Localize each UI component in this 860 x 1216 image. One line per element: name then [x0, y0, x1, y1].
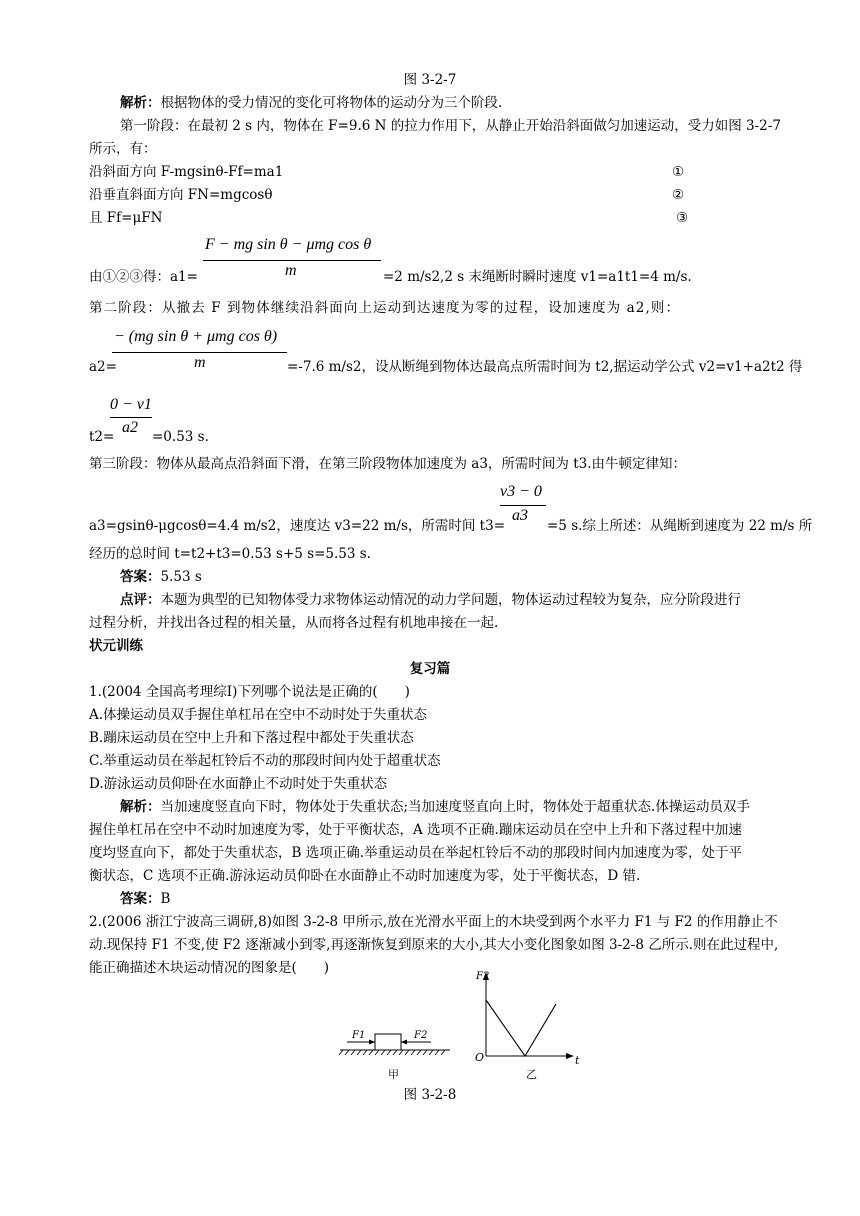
fraction-bar	[112, 352, 287, 353]
paragraph-line: 第二阶段：从撤去 F 到物体继续沿斜面向上运动到达速度为零的过程，设加速度为 a2,则：	[89, 300, 681, 316]
equation-number: ③	[676, 210, 689, 226]
fraction-a1	[203, 236, 383, 286]
result-line: 由①②③得：a1=	[89, 269, 198, 285]
analysis-line	[120, 94, 502, 112]
axis-origin: O	[475, 1051, 485, 1064]
answer-line	[120, 890, 170, 908]
figure-caption: 图 3-2-8	[403, 1087, 457, 1103]
label-f2: F2	[414, 1030, 428, 1041]
label-f1: F1	[352, 1030, 366, 1041]
result-line: a2=	[89, 359, 117, 375]
analysis-label: 解析：	[120, 95, 161, 111]
ground-hatching	[339, 1050, 445, 1055]
fraction-bar	[203, 260, 381, 261]
analysis-line: 度均竖直向下，都处于失重状态，B 选项正确.举重运动员在举起杠铃后不动的那段时间内加速度为零，处于平	[89, 845, 743, 861]
option-b: B.蹦床运动员在空中上升和下落过程中都处于失重状态	[89, 730, 414, 746]
axis-label-f2: F2	[476, 971, 490, 982]
comment-line	[120, 591, 741, 609]
force-f1-arrowhead	[369, 1040, 375, 1045]
result-line: t2=	[89, 429, 115, 445]
equation-number: ①	[672, 164, 685, 180]
result-line: 经历的总时间 t=t2+t3=0.53 s+5 s=5.53 s.	[89, 546, 371, 562]
answer-label: 答案：	[120, 891, 161, 907]
equation-line: 沿斜面方向 F-mgsinθ-Ff=ma1	[89, 164, 284, 180]
section-heading: 状元训练	[89, 638, 143, 654]
analysis-line: 握住单杠吊在空中不动时加速度为零，处于平衡状态，A 选项不正确.蹦床运动员在空中上升和下落过程中加速	[89, 822, 742, 838]
fraction-bar	[110, 417, 152, 418]
figure-caption: 图 3-2-7	[403, 72, 457, 88]
question-line: 动.现保持 F1 不变,使 F2 逐渐减小到零,再逐渐恢复到原来的大小,其大小变化图象如图 3-2-8 乙所示.则在此过程中,	[89, 937, 779, 953]
fraction-numerator: F − mg sin θ − μmg cos θ	[205, 236, 372, 253]
paragraph-line: 所示，有：	[89, 141, 157, 157]
subsection-heading: 复习篇	[409, 661, 451, 677]
x-axis-arrowhead	[566, 1053, 574, 1059]
analysis-line: 衡状态，C 选项不正确.游泳运动员仰卧在水面静止不动时加速度为零，处于平衡状态，D 错.	[89, 868, 641, 884]
force-f2-arrowhead	[401, 1040, 407, 1045]
axis-label-t: t	[575, 1054, 580, 1067]
comment-line: 过程分析，并找出各过程的相关量，从而将各过程有机地串接在一起.	[89, 615, 499, 631]
fraction-numerator: − (mg sin θ + μmg cos θ)	[114, 328, 278, 345]
fraction-numerator: 0 − v1	[110, 396, 152, 413]
fraction-a2	[112, 328, 292, 378]
fraction-bar	[500, 505, 546, 506]
fraction-denominator: m	[194, 354, 206, 371]
equation-line: 沿垂直斜面方向 FN=mgcosθ	[89, 187, 273, 203]
option-a: A.体操运动员双手握住单杠吊在空中不动时处于失重状态	[89, 707, 428, 723]
f2-curve	[486, 1000, 556, 1056]
paragraph-line: 第三阶段：物体从最高点沿斜面下滑，在第三阶段物体加速度为 a3，所需时间为 t3.由牛顿定律知：	[89, 456, 687, 472]
option-d: D.游泳运动员仰卧在水面静止不动时处于失重状态	[89, 776, 388, 792]
fraction-denominator: a3	[512, 507, 528, 524]
question-line: 2.(2006 浙江宁波高三调研,8)如图 3-2-8 甲所示,放在光滑水平面上的木块受到两个水平力 F1 与 F2 的作用静止不	[89, 914, 778, 930]
answer-label: 答案：	[120, 569, 161, 585]
answer-line	[120, 568, 202, 586]
comment-text: 本题为典型的已知物体受力求物体运动情况的动力学问题，物体运动过程较为复杂，应分阶段进行	[160, 592, 741, 608]
label-jia: 甲	[388, 1068, 399, 1081]
result-line: =0.53 s.	[152, 429, 209, 445]
label-yi: 乙	[526, 1068, 537, 1081]
answer-text: 5.53 s	[160, 569, 202, 585]
option-c: C.举重运动员在举起杠铃后不动的那段时间内处于超重状态	[89, 753, 441, 769]
paragraph-line: 第一阶段：在最初 2 s 内，物体在 F=9.6 N 的拉力作用下，从静止开始沿斜面做匀加速运动，受力如图 3-2-7	[120, 118, 781, 134]
equation-number: ②	[672, 187, 685, 203]
comment-label: 点评：	[120, 592, 161, 608]
fraction-denominator: m	[285, 262, 297, 279]
result-line: a3=gsinθ-μgcosθ=4.4 m/s2，速度达 v3=22 m/s，所需时间 t3=	[89, 518, 506, 534]
equation-line: 且 Ff=μFN	[89, 210, 163, 226]
analysis-label: 解析：	[120, 799, 161, 815]
wooden-block	[375, 1034, 401, 1050]
analysis-text: 当加速度竖直向下时，物体处于失重状态;当加速度竖直向上时，物体处于超重状态.体操运动员双手	[160, 799, 750, 815]
question-line: 1.(2004 全国高考理综Ⅰ)下列哪个说法是正确的( )	[89, 684, 410, 700]
analysis-text: 根据物体的受力情况的变化可将物体的运动分为三个阶段.	[160, 95, 503, 111]
result-line: =5 s.综上所述：从绳断到速度为 22 m/s 所	[547, 518, 813, 534]
fraction-numerator: v3 − 0	[500, 483, 542, 500]
fraction-denominator: a2	[122, 419, 138, 436]
question-line: 能正确描述木块运动情况的图象是( )	[89, 960, 330, 976]
result-line: =2 m/s2,2 s 末绳断时瞬时速度 v1=a1t1=4 m/s.	[383, 269, 692, 285]
result-line: =-7.6 m/s2，设从断绳到物体达最高点所需时间为 t2,据运动学公式 v2=v1+a2t2 得	[287, 359, 803, 375]
analysis-line	[120, 798, 750, 816]
answer-text: B	[160, 891, 171, 907]
